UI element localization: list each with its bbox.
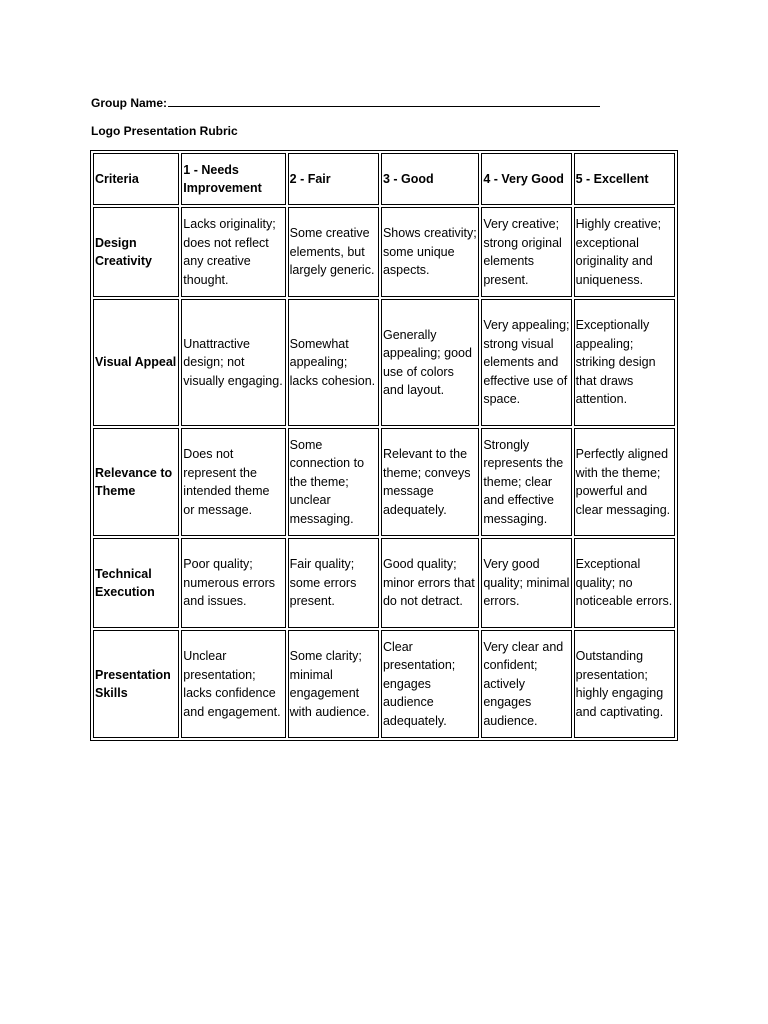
rubric-cell: Good quality; minor errors that do not detract. bbox=[381, 538, 479, 628]
rubric-cell: Somewhat appealing; lacks cohesion. bbox=[288, 299, 379, 426]
rubric-table bbox=[90, 150, 678, 741]
rubric-cell: Some creative elements, but largely generic. bbox=[288, 207, 379, 297]
rubric-cell: Lacks originality; does not reflect any creative thought. bbox=[181, 207, 285, 297]
rubric-cell: Unclear presentation; lacks confidence and engagement. bbox=[181, 630, 285, 738]
criteria-cell: Relevance to Theme bbox=[93, 428, 179, 536]
table-row bbox=[93, 428, 675, 536]
criteria-cell: Technical Execution bbox=[93, 538, 179, 628]
table-row bbox=[93, 299, 675, 426]
rubric-cell: Generally appealing; good use of colors and layout. bbox=[381, 299, 479, 426]
rubric-cell: Exceptionally appealing; striking design that draws attention. bbox=[574, 299, 675, 426]
rubric-cell: Unattractive design; not visually engaging. bbox=[181, 299, 285, 426]
document-title: Logo Presentation Rubric bbox=[91, 124, 238, 138]
rubric-cell: Very good quality; minimal errors. bbox=[481, 538, 571, 628]
header-score-2: 2 - Fair bbox=[288, 153, 379, 205]
criteria-cell: Visual Appeal bbox=[93, 299, 179, 426]
table-row bbox=[93, 207, 675, 297]
rubric-cell: Some clarity; minimal engagement with audience. bbox=[288, 630, 379, 738]
rubric-cell: Exceptional quality; no noticeable errors. bbox=[574, 538, 675, 628]
rubric-cell: Outstanding presentation; highly engaging and captivating. bbox=[574, 630, 675, 738]
rubric-cell: Does not represent the intended theme or message. bbox=[181, 428, 285, 536]
rubric-cell: Clear presentation; engages audience adequately. bbox=[381, 630, 479, 738]
criteria-cell: Design Creativity bbox=[93, 207, 179, 297]
header-score-4: 4 - Very Good bbox=[481, 153, 571, 205]
group-name-label: Group Name: bbox=[91, 96, 168, 110]
rubric-cell: Very appealing; strong visual elements and effective use of space. bbox=[481, 299, 571, 426]
rubric-cell: Some connection to the theme; unclear messaging. bbox=[288, 428, 379, 536]
rubric-cell: Strongly represents the theme; clear and effective messaging. bbox=[481, 428, 571, 536]
table-row bbox=[93, 630, 675, 738]
rubric-cell: Poor quality; numerous errors and issues. bbox=[181, 538, 285, 628]
rubric-cell: Shows creativity; some unique aspects. bbox=[381, 207, 479, 297]
header-row bbox=[93, 153, 675, 205]
header-score-3: 3 - Good bbox=[381, 153, 479, 205]
rubric-table-container bbox=[90, 150, 678, 741]
group-name-blank-line bbox=[168, 94, 600, 107]
header-score-1: 1 - Needs Improvement bbox=[181, 153, 285, 205]
table-row bbox=[93, 538, 675, 628]
rubric-cell: Very clear and confident; actively engages audience. bbox=[481, 630, 571, 738]
criteria-cell: Presentation Skills bbox=[93, 630, 179, 738]
group-name-line bbox=[91, 94, 600, 110]
rubric-cell: Relevant to the theme; conveys message adequately. bbox=[381, 428, 479, 536]
rubric-cell: Highly creative; exceptional originality and uniqueness. bbox=[574, 207, 675, 297]
header-score-5: 5 - Excellent bbox=[574, 153, 675, 205]
header-criteria: Criteria bbox=[93, 153, 179, 205]
rubric-cell: Very creative; strong original elements present. bbox=[481, 207, 571, 297]
rubric-cell: Perfectly aligned with the theme; powerful and clear messaging. bbox=[574, 428, 675, 536]
rubric-cell: Fair quality; some errors present. bbox=[288, 538, 379, 628]
